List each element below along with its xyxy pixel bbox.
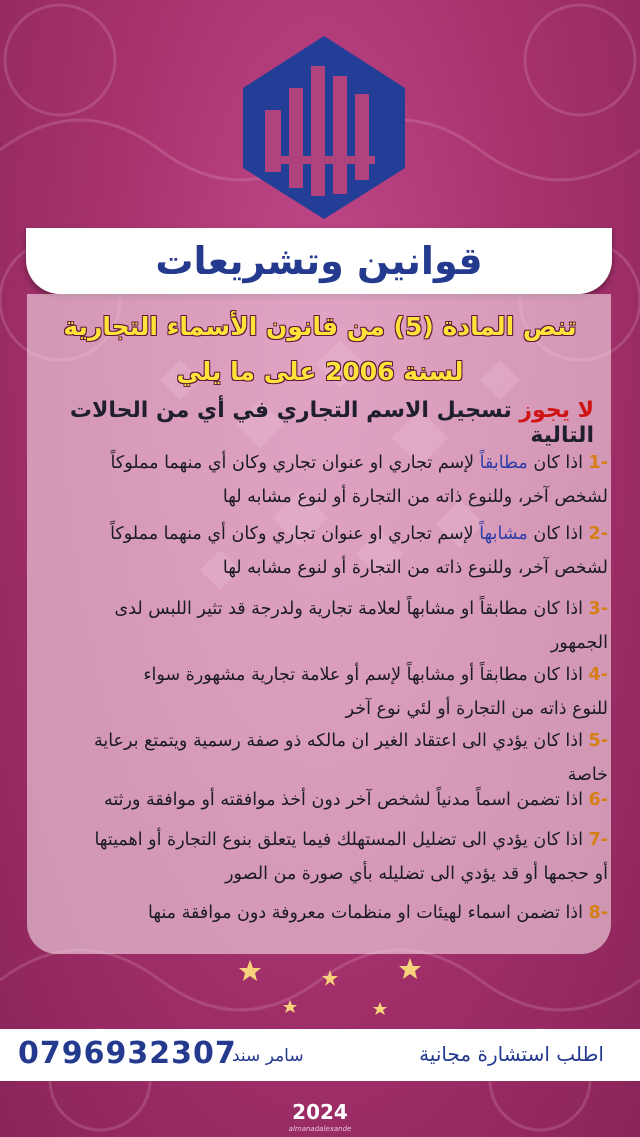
item-line: أو حجمها أو قد يؤدي الى تضليله بأي صورة من الصور (225, 864, 608, 884)
item-number: -1 (588, 453, 608, 473)
item-line: للنوع ذاته من التجارة أو لئي نوع آخر (345, 699, 608, 719)
item-line: اذا كان مطابقاً أو مشابهاً لإسم أو علامة تجارية مشهورة سواء (143, 665, 583, 685)
item-line: اذا كان (527, 524, 583, 544)
item-line: خاصة (567, 765, 608, 785)
list-item (48, 724, 608, 792)
sparkles-decoration (0, 950, 640, 1030)
page-title: قوانين وتشريعات (155, 239, 483, 283)
item-line: لشخص آخر، وللنوع ذاته من التجارة أو لنوع مشابه لها (222, 558, 608, 578)
list-item (48, 446, 608, 514)
intro-line-1: تنص المادة (5) من قانون الأسماء التجارية (63, 312, 577, 341)
title-banner (26, 228, 612, 294)
item-number: -6 (588, 790, 608, 810)
list-item (48, 592, 608, 660)
heading-prefix: لا يجوز (519, 398, 594, 423)
item-line: لشخص آخر، وللنوع ذاته من التجارة أو لنوع مشابه لها (222, 487, 608, 507)
item-number: -3 (588, 599, 608, 619)
item-number: -8 (588, 903, 608, 923)
list-item (48, 783, 608, 817)
item-number: -7 (588, 830, 608, 850)
intro-line-2: لسنة 2006 على ما يلي (176, 357, 464, 386)
item-highlight: مطابقاً (479, 453, 528, 473)
item-highlight: مشابهاً (479, 524, 528, 544)
item-number: -2 (588, 524, 608, 544)
consultation-text: اطلب استشارة مجانية (419, 1042, 604, 1066)
item-line: اذا كان يؤدي الى اعتقاد الغير ان مالكه ذو صفة رسمية ويتمتع برعاية (93, 731, 583, 751)
phone-number[interactable]: 0796932307 (18, 1036, 237, 1071)
signature-text: almanadalexande (288, 1125, 352, 1133)
item-line: اذا كان مطابقاً او مشابهاً لعلامة تجارية ولدرجة قد تثير اللبس لدى (114, 599, 583, 619)
list-item (48, 658, 608, 726)
section-heading (34, 398, 594, 448)
item-line: لإسم تجاري او عنوان تجاري وكان أي منهما مملوكاً (110, 453, 480, 473)
item-line: اذا تضمن اسماً مدنياً لشخص آخر دون أخذ موافقته أو موافقة ورثته (104, 790, 583, 810)
item-line: لإسم تجاري او عنوان تجاري وكان أي منهما مملوكاً (110, 524, 480, 544)
heading-rest: تسجيل الاسم التجاري في أي من الحالات التالية (69, 398, 594, 448)
item-line: اذا تضمن اسماء لهيئات او منظمات معروفة دون موافقة منها (147, 903, 583, 923)
geometric-cube-logo-icon (243, 36, 405, 219)
contact-name: سامر سند (232, 1046, 304, 1066)
year-label: 2024 (292, 1100, 348, 1124)
list-item (48, 823, 608, 891)
item-line: اذا كان يؤدي الى تضليل المستهلك فيما يتعلق بنوع التجارة أو اهميتها (94, 830, 583, 850)
list-item (48, 517, 608, 585)
item-line: اذا كان (527, 453, 583, 473)
item-number: -5 (588, 731, 608, 751)
list-item (48, 896, 608, 930)
item-line: الجمهور (550, 633, 608, 653)
item-number: -4 (588, 665, 608, 685)
